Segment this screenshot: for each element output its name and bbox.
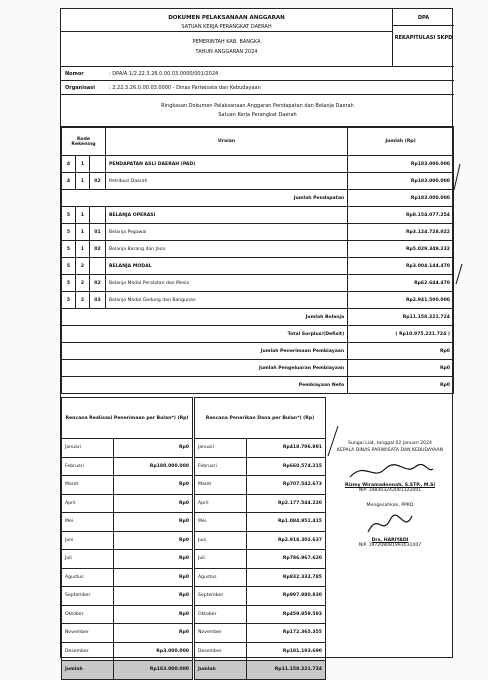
jumlah-cell: Rp0 <box>348 360 454 377</box>
pen-mark <box>452 162 462 192</box>
month-label: Januari <box>62 439 114 458</box>
ringkasan-line2: Satuan Kerja Perangkat Daerah <box>218 112 297 118</box>
kode-cell: 02 <box>89 275 105 292</box>
summary-row <box>62 224 454 241</box>
kode-cell <box>89 156 105 173</box>
signer-name: Rizmy Wiramadonnah, S.STP., M.Si <box>344 483 436 488</box>
month-value: Rp459.859.593 <box>246 605 325 624</box>
kode-cell: 1 <box>75 207 89 224</box>
summary-row <box>62 360 454 377</box>
month-value: Rp0 <box>113 587 192 606</box>
month-label: Agustus <box>195 568 247 587</box>
penarikan-header: Rencana Penarikan Dana per Bulan*) (Rp) <box>195 398 326 439</box>
month-label: Oktober <box>195 605 247 624</box>
month-row <box>195 476 326 495</box>
month-label: April <box>62 494 114 513</box>
month-value: Rp2.177.544.220 <box>246 494 325 513</box>
month-value: Rp0 <box>113 550 192 569</box>
dpa-document <box>60 8 453 673</box>
month-value: Rp0 <box>113 531 192 550</box>
month-row <box>62 605 193 624</box>
kode-cell: 2 <box>75 292 89 309</box>
uraian-cell: BELANJA MODAL <box>105 258 347 275</box>
month-row <box>62 587 193 606</box>
penarikan-table <box>194 397 326 680</box>
month-label: Juli <box>62 550 114 569</box>
jumlah-cell: Rp0 <box>348 343 454 360</box>
month-value: Rp0 <box>113 605 192 624</box>
month-value: Rp832.332.785 <box>246 568 325 587</box>
document-subtitle: SATUAN KERJA PERANGKAT DAERAH <box>181 24 272 30</box>
month-row <box>195 587 326 606</box>
kode-cell: 5 <box>62 275 76 292</box>
month-label: Oktober <box>62 605 114 624</box>
summary-row <box>62 207 454 224</box>
summary-row <box>62 156 454 173</box>
month-row <box>195 494 326 513</box>
kode-cell: 5 <box>62 241 76 258</box>
month-value: Rp0 <box>113 568 192 587</box>
signer-nip: NIP. 198303242001122001 <box>358 488 422 493</box>
month-value: Rp3.000.000 <box>113 642 192 661</box>
month-label: Mei <box>62 513 114 532</box>
month-label: September <box>62 587 114 606</box>
month-label: Maret <box>195 476 247 495</box>
kode-cell: 1 <box>75 173 89 190</box>
jumlah-cell: Rp8.154.077.254 <box>348 207 454 224</box>
kode-cell <box>89 258 105 275</box>
summary-row <box>62 241 454 258</box>
penarikan-total-value: Rp11.158.221.724 <box>246 661 325 680</box>
place-date: Sungai Liat, tanggal 02 Januari 2024 <box>348 441 432 446</box>
month-row <box>62 457 193 476</box>
approval-text: Mengesahkan, PPKD <box>366 503 414 508</box>
summary-row <box>62 377 454 394</box>
kode-cell: 4 <box>62 173 76 190</box>
jumlah-cell: Rp183.000.000 <box>348 173 454 190</box>
dpa-code-top: DPA <box>393 9 454 26</box>
ringkasan-line1: Ringkasan Dokumen Pelaksanaan Anggaran Pendapatan dan Belanja Daerah <box>161 103 354 109</box>
row-label: Total Surplus/(Defisit) <box>62 326 348 343</box>
summary-table-header <box>62 128 454 156</box>
dpa-code-bottom: REKAPITULASI SKPD <box>394 35 453 41</box>
month-row <box>62 476 193 495</box>
month-value: Rp786.967.620 <box>246 550 325 569</box>
month-label: November <box>195 624 247 643</box>
month-value: Rp181.193.690 <box>246 642 325 661</box>
kode-cell <box>89 207 105 224</box>
organisasi-row <box>61 81 454 95</box>
document-header <box>61 9 393 67</box>
month-row <box>195 439 326 458</box>
summary-row <box>62 343 454 360</box>
col-uraian-header: Uraian <box>105 128 347 156</box>
month-label: Desember <box>62 642 114 661</box>
month-row <box>195 457 326 476</box>
summary-row <box>62 292 454 309</box>
month-row <box>195 568 326 587</box>
uraian-cell: Belanja Modal Gedung dan Bangunan <box>105 292 347 309</box>
month-value: Rp0 <box>113 476 192 495</box>
signature-scribble-2 <box>360 510 420 538</box>
month-value: Rp660.574.215 <box>246 457 325 476</box>
kode-cell: 2 <box>75 275 89 292</box>
pen-mark <box>326 424 340 458</box>
month-value: Rp0 <box>113 513 192 532</box>
organisasi-label: Organisasi <box>65 84 95 91</box>
jumlah-cell: Rp0 <box>348 377 454 394</box>
uraian-cell: PENDAPATAN ASLI DAERAH (PAD) <box>105 156 347 173</box>
row-label: Jumlah Pengeluaran Pembiayaan <box>62 360 348 377</box>
jumlah-cell: Rp62.644.470 <box>348 275 454 292</box>
month-label: April <box>195 494 247 513</box>
summary-row <box>62 190 454 207</box>
penerimaan-total-row <box>62 661 193 680</box>
month-row <box>195 513 326 532</box>
penerimaan-header: Rencana Realisasi Penerimaan per Bulan*) (Rp) <box>62 398 193 439</box>
month-label: Agustus <box>62 568 114 587</box>
ringkasan-heading <box>61 95 454 127</box>
uraian-cell: Belanja Pegawai <box>105 224 347 241</box>
fiscal-year: TAHUN ANGGARAN 2024 <box>195 49 258 55</box>
month-row <box>62 568 193 587</box>
penarikan-total-label: Jumlah <box>195 661 247 680</box>
jumlah-cell: Rp3.004.144.470 <box>348 258 454 275</box>
summary-row <box>62 173 454 190</box>
kode-cell: 01 <box>89 224 105 241</box>
month-label: Juli <box>195 550 247 569</box>
pen-mark <box>454 262 464 286</box>
month-row <box>195 531 326 550</box>
month-row <box>195 605 326 624</box>
month-row <box>62 624 193 643</box>
nomor-value: : DPA/A.1/2.22.3.26.0.00.03.0000/001/2024 <box>109 70 219 77</box>
month-value: Rp418.706.891 <box>246 439 325 458</box>
kode-cell: 1 <box>75 241 89 258</box>
uraian-cell: Belanja Modal Peralatan dan Mesin <box>105 275 347 292</box>
dpa-code-box <box>393 9 454 67</box>
month-row <box>62 531 193 550</box>
penerimaan-total-value: Rp183.000.000 <box>113 661 192 680</box>
kode-cell: 5 <box>62 224 76 241</box>
month-value: Rp0 <box>113 494 192 513</box>
summary-row <box>62 275 454 292</box>
kode-cell: 4 <box>62 156 76 173</box>
jumlah-cell: Rp3.124.728.022 <box>348 224 454 241</box>
month-value: Rp0 <box>113 439 192 458</box>
uraian-cell: BELANJA OPERASI <box>105 207 347 224</box>
signer2-name: Drs. HARIYADI <box>371 538 409 543</box>
month-label: Maret <box>62 476 114 495</box>
month-value: Rp180.000.000 <box>113 457 192 476</box>
penarikan-total-row <box>195 661 326 680</box>
row-label: Jumlah Penerimaan Pembiayaan <box>62 343 348 360</box>
kode-cell: 02 <box>89 173 105 190</box>
month-label: September <box>195 587 247 606</box>
signer2-nip: NIP. 197208081993031007 <box>358 543 422 548</box>
month-value: Rp997.880.830 <box>246 587 325 606</box>
kode-cell: 02 <box>89 241 105 258</box>
summary-table <box>61 127 454 394</box>
summary-row <box>62 258 454 275</box>
penerimaan-total-label: Jumlah <box>62 661 114 680</box>
month-value: Rp707.542.673 <box>246 476 325 495</box>
month-label: Juni <box>195 531 247 550</box>
kode-cell: 5 <box>62 207 76 224</box>
month-row <box>195 624 326 643</box>
kode-cell: 1 <box>75 224 89 241</box>
row-label: Pembiayaan Neto <box>62 377 348 394</box>
month-label: Juni <box>62 531 114 550</box>
kode-cell: 5 <box>62 292 76 309</box>
signature-block <box>326 419 454 548</box>
government-name: PEMERINTAH KAB. BANGKA <box>192 39 261 45</box>
organisasi-value: : 2.22.3.26.0.00.03.0000 - Dinas Pariwisata dan Kebudayaan <box>109 84 261 91</box>
uraian-cell: Retribusi Daerah <box>105 173 347 190</box>
month-value: Rp0 <box>113 624 192 643</box>
row-label: Jumlah Belanja <box>62 309 348 326</box>
col-jumlah-header: Jumlah (Rp) <box>348 128 454 156</box>
month-row <box>62 439 193 458</box>
month-row <box>62 513 193 532</box>
month-row <box>195 550 326 569</box>
month-value: Rp1.084.951.415 <box>246 513 325 532</box>
month-row <box>195 642 326 661</box>
summary-row <box>62 309 454 326</box>
month-row <box>62 642 193 661</box>
kode-cell: 1 <box>75 156 89 173</box>
month-label: Februari <box>62 457 114 476</box>
penerimaan-table <box>61 397 193 680</box>
month-value: Rp172.365.355 <box>246 624 325 643</box>
month-label: Mei <box>195 513 247 532</box>
kode-cell: 03 <box>89 292 105 309</box>
kode-cell: 2 <box>75 258 89 275</box>
row-label: Jumlah Pendapatan <box>62 190 348 207</box>
jumlah-cell: Rp2.941.500.000 <box>348 292 454 309</box>
jumlah-cell: Rp11.158.221.724 <box>348 309 454 326</box>
signature-scribble <box>345 457 435 483</box>
nomor-label: Nomor <box>65 70 84 77</box>
kode-cell: 5 <box>62 258 76 275</box>
summary-row <box>62 326 454 343</box>
nomor-row <box>61 67 454 81</box>
jumlah-cell: Rp183.000.000 <box>348 190 454 207</box>
signer-position: KEPALA DINAS PARIWISATA DAN KEBUDAYAAN <box>336 448 443 453</box>
col-kode-header: Kode Rekening <box>62 128 106 156</box>
month-value: Rp2.918.302.637 <box>246 531 325 550</box>
jumlah-cell: Rp5.029.349.232 <box>348 241 454 258</box>
jumlah-cell: ( Rp10.975.221.724 ) <box>348 326 454 343</box>
month-label: Desember <box>195 642 247 661</box>
document-title: DOKUMEN PELAKSANAAN ANGGARAN <box>168 15 285 21</box>
month-label: Januari <box>195 439 247 458</box>
jumlah-cell: Rp183.000.000 <box>348 156 454 173</box>
month-label: Februari <box>195 457 247 476</box>
month-label: November <box>62 624 114 643</box>
month-row <box>62 550 193 569</box>
month-row <box>62 494 193 513</box>
uraian-cell: Belanja Barang dan Jasa <box>105 241 347 258</box>
